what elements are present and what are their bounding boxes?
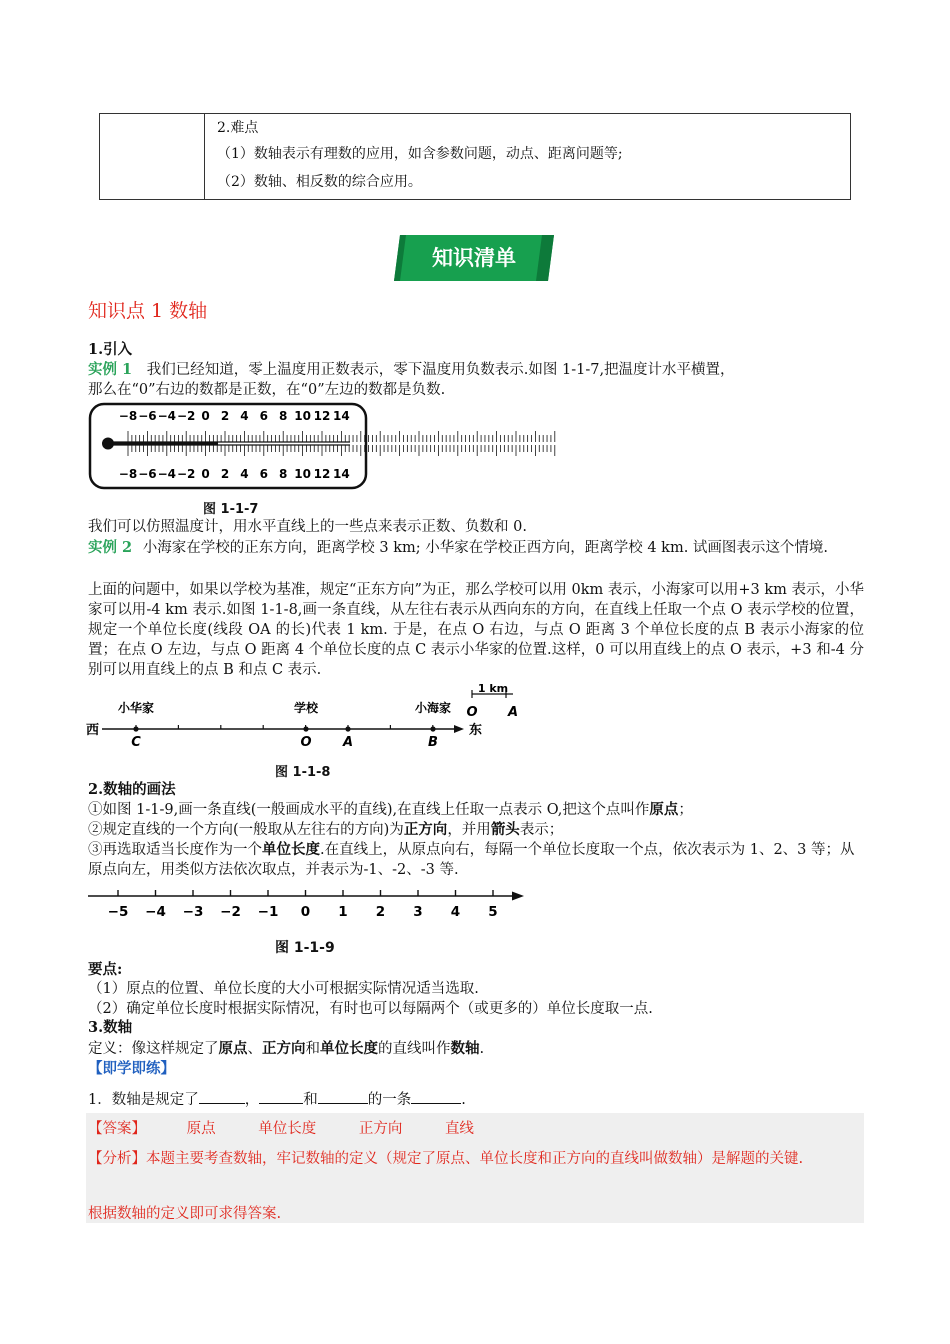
thermo-top-label: 0 — [201, 409, 210, 423]
answer-1: 原点 — [186, 1121, 216, 1137]
def-text-2: 、 — [247, 1041, 262, 1057]
axis-label: −4 — [145, 904, 166, 920]
thermo-bottom-label: 4 — [240, 467, 249, 481]
thermo-top-label: 4 — [240, 409, 249, 423]
blank-2 — [259, 1089, 303, 1104]
thermo-top-label: −4 — [157, 409, 177, 423]
point-c-label: C — [131, 735, 141, 750]
point-o-dot — [303, 726, 308, 731]
axis-label: −3 — [182, 904, 204, 920]
thermo-bottom-label: −6 — [138, 467, 157, 481]
question-end: . — [461, 1092, 466, 1108]
axis-heading: 3.数轴 — [88, 1019, 133, 1036]
axis-label: −2 — [220, 904, 241, 920]
thermo-bottom-label: −4 — [157, 467, 177, 481]
question-number: 1． — [88, 1092, 112, 1108]
example-1-text-2: 那么在“0”右边的数都是正数，在“0”左边的数都是负数. — [88, 382, 446, 398]
def-text-4: 的直线叫作 — [378, 1041, 451, 1057]
example-2-label: 实例 2 — [88, 539, 133, 556]
thermo-bottom-label: −2 — [176, 467, 196, 481]
answer-2: 单位长度 — [258, 1121, 317, 1137]
step-3-end: .在直线上，从原点向右，每隔一个单位长度取一个点，依次表示为 1、2、3 等；从原点向左，用类似方法依次取点，并表示为-1、-2、-3 等. — [88, 842, 855, 878]
point-o-label: O — [300, 735, 312, 750]
def-end: . — [479, 1041, 485, 1057]
difficulty-table — [99, 113, 851, 200]
point-a-label: A — [342, 735, 354, 750]
axis-label: −5 — [107, 904, 129, 920]
bracket-o-label: O — [466, 705, 478, 720]
keypoint-2: （2）确定单位长度时根据实际情况，有时也可以每隔两个（或更多的）单位长度取一点. — [88, 1001, 653, 1017]
bracket-a-label: A — [507, 705, 519, 720]
banner-text: 知识清单 — [432, 246, 516, 270]
step-2 — [88, 820, 563, 840]
axis-label: 4 — [450, 904, 461, 920]
def-axis: 数轴 — [450, 1040, 480, 1057]
axis-label: 5 — [488, 904, 498, 920]
thermo-top-label: −8 — [118, 409, 138, 423]
figure-7-caption: 图 1-1-7 — [203, 502, 259, 517]
example-1-line — [88, 360, 735, 380]
step-2-text: ②规定直线的一个方向(一般取从左往右的方向)为 — [88, 822, 404, 838]
step-1-text: ①如图 1-1-9,画一条直线(一般画成水平的直线),在直线上任取一点表示 O,把这个点叫作 — [88, 802, 650, 818]
thermometer-figure — [88, 402, 368, 492]
thermo-bottom-label: 14 — [333, 467, 350, 481]
analysis-text: 本题主要考查数轴，牢记数轴的定义（规定了原点、单位长度和正方向的直线叫做数轴）是解题的关键. — [146, 1151, 804, 1167]
point-b-label: B — [428, 735, 438, 750]
thermo-bottom-label: 12 — [313, 467, 331, 481]
practice-heading: 【即学即练】 — [88, 1060, 175, 1077]
example-1-text: 我们已经知道，零上温度用正数表示，零下温度用负数表示.如图 1-1-7,把温度计水平横置， — [146, 362, 735, 378]
thermo-top-label: 6 — [259, 409, 268, 423]
step-2-end: 表示； — [519, 822, 564, 838]
step-3 — [88, 840, 864, 880]
xiaohua-label: 小华家 — [117, 701, 155, 715]
step-2-mid: ，并用 — [447, 822, 491, 838]
step-3-text: ③再选取适当长度作为一个 — [88, 842, 262, 858]
thermo-top-label: −6 — [138, 409, 157, 423]
analysis-last: 根据数轴的定义即可求得答案. — [88, 1206, 282, 1222]
thermo-bottom-label: 8 — [279, 467, 288, 481]
thermo-top-label: 8 — [279, 409, 288, 423]
school-label: 学校 — [293, 701, 319, 715]
step-2-bold-1: 正方向 — [403, 821, 448, 838]
blank-1 — [199, 1089, 245, 1104]
west-label: 西 — [86, 723, 100, 738]
example-2-block — [88, 538, 864, 558]
thermo-top-label: 10 — [294, 409, 311, 423]
example-1-label: 实例 1 — [88, 361, 133, 378]
question-1 — [88, 1089, 466, 1110]
thermo-bottom-label: 0 — [201, 467, 210, 481]
thermo-top-label: 2 — [220, 409, 230, 423]
def-text-3: 和 — [305, 1041, 320, 1057]
axis-label: 1 — [338, 904, 348, 920]
thermo-bottom-label: −8 — [118, 467, 138, 481]
example-2-text: 小海家在学校的正东方向，距离学校 3 km; 小华家在学校正西方向，距离学校 4 km. 试画图表示这个情境. — [142, 540, 829, 556]
section-title: 知识点 1 数轴 — [88, 300, 208, 322]
thermo-top-label: −2 — [176, 409, 196, 423]
axis-label: −1 — [257, 904, 279, 920]
analysis-label: 【分析】 — [88, 1151, 146, 1167]
after-figure-7: 我们可以仿照温度计，用水平直线上的一些点来表示正数、负数和 0. — [88, 519, 527, 535]
def-unit: 单位长度 — [320, 1040, 378, 1057]
answer-line — [88, 1119, 474, 1139]
def-origin: 原点 — [218, 1040, 248, 1057]
question-text-4: 的一条 — [367, 1092, 412, 1108]
table-item-1: （1）数轴表示有理数的应用，如含参数问题，动点、距离问题等; — [217, 146, 623, 162]
figure-8-caption: 图 1-1-8 — [275, 765, 331, 780]
number-line-figure — [86, 886, 526, 926]
step-1 — [88, 800, 693, 820]
table-heading: 2.难点 — [217, 120, 259, 136]
step-1-end: ； — [678, 802, 693, 818]
axis-definition — [88, 1039, 484, 1059]
analysis-block — [88, 1146, 864, 1173]
thermo-bottom-label: 2 — [220, 467, 230, 481]
explanation-paragraph: 上面的问题中，如果以学校为基准，规定“正东方向”为正，那么学校可以用 0km 表示，小海家可以用+3 km 表示，小华家可以用-4 km 表示.如图 1-1-8,画一条直线，从左往右表示从西向东的方向，在直线上任取一个点 O 表示学校的位置，规定一个单位长度(线段 OA 的长)代表 1 km. 于是，在点 O 右边，与点 O 距离 3 个单位长度的点 B 表示小海家的位置；在点 O 左边，与点 O 距离 4 个单位长度的点 C 表示小华家的位置.这样，0 可以用直线上的点 O 表示，+3 和-4 分别可以用直线上的点 B 和点 C 表示. — [88, 582, 864, 678]
axis-label: 2 — [375, 904, 386, 920]
thermo-bottom-label: 10 — [294, 467, 311, 481]
table-item-2: （2）数轴、相反数的综合应用。 — [217, 174, 422, 190]
answer-4: 直线 — [444, 1121, 474, 1137]
axis-label: 3 — [413, 904, 423, 920]
knowledge-banner — [394, 235, 554, 281]
blank-4 — [411, 1089, 461, 1104]
xiaohai-label: 小海家 — [414, 701, 452, 715]
question-text-1: 数轴是规定了 — [111, 1092, 199, 1108]
axis-label: 0 — [300, 904, 311, 920]
table-right-cell — [205, 114, 851, 200]
step-1-bold: 原点 — [649, 801, 679, 818]
def-direction: 正方向 — [262, 1040, 306, 1057]
figure-9-caption: 图 1-1-9 — [275, 940, 335, 956]
point-a-dot — [345, 726, 350, 731]
thermo-bottom-label: 6 — [259, 467, 268, 481]
east-label: 东 — [469, 723, 483, 738]
intro-heading: 1.引入 — [88, 341, 133, 358]
step-2-bold-2: 箭头 — [490, 821, 520, 838]
keypoint-1: （1）原点的位置、单位长度的大小可根据实际情况适当选取. — [88, 981, 479, 997]
keypoints-heading: 要点: — [88, 961, 123, 978]
question-text-2: ， — [244, 1092, 260, 1108]
point-b-dot — [430, 726, 435, 731]
blank-3 — [318, 1089, 368, 1104]
question-text-3: 和 — [303, 1092, 318, 1108]
point-c-dot — [133, 726, 138, 731]
table-left-cell — [100, 114, 205, 200]
km-label: 1 km — [477, 682, 509, 695]
step-3-bold: 单位长度 — [262, 841, 320, 858]
answer-3: 正方向 — [358, 1121, 403, 1137]
thermo-top-label: 14 — [333, 409, 350, 423]
answer-label: 【答案】 — [88, 1121, 146, 1137]
drawing-heading: 2.数轴的画法 — [88, 781, 176, 798]
def-text-1: 定义：像这样规定了 — [88, 1041, 219, 1057]
thermo-top-label: 12 — [313, 409, 331, 423]
